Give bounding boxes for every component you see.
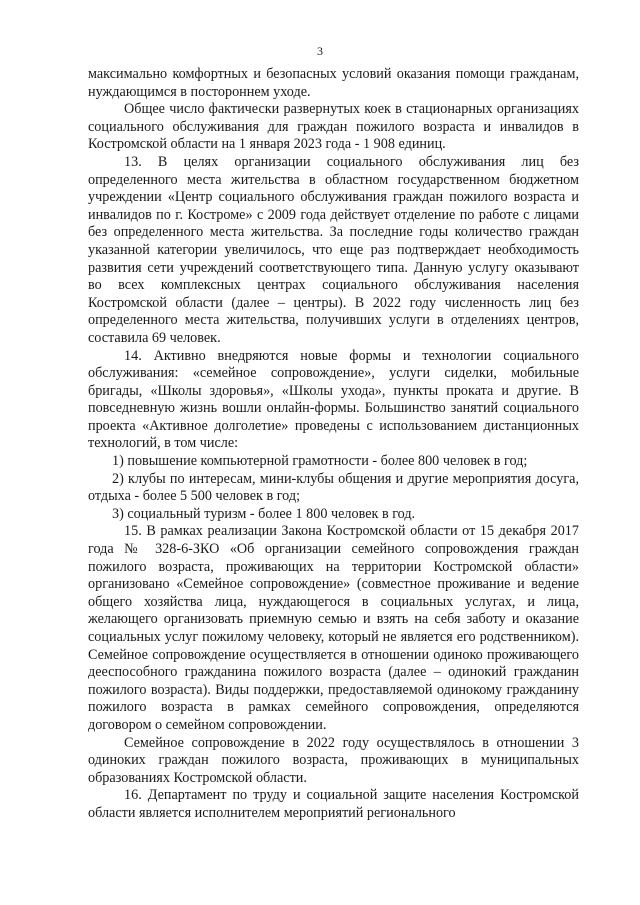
paragraph-14-new-technologies: 14. Активно внедряются новые формы и технологии социального обслуживания: «семейное сопровождение», услуги сиделки, мобильные бригады, «Школы здоровья», «Школы ухода», пункты проката и другие. В повседневную жизнь вошли онлайн-формы. Большинство занятий социального проекта «Активное долголетие» проведены с использованием дистанционных технологий, в том числе: (88, 347, 579, 452)
paragraph-16-department: 16. Департамент по труду и социальной защите населения Костромской области является исполнителем мероприятий регионального (88, 787, 579, 821)
paragraph-beds-count: Общее число фактически развернутых коек в стационарных организациях социального обслуживания для граждан пожилого возраста и инвалидов в Костромской области на 1 января 2023 года - 1 908 единиц. (88, 101, 579, 153)
page-number: 3 (317, 44, 323, 58)
document-body (88, 66, 579, 823)
paragraph-continuation: максимально комфортных и безопасных условий оказания помощи гражданам, нуждающимся в постороннем уходе. (88, 66, 579, 100)
list-item-social-tourism: 3) социальный туризм - более 1 800 человек в год. (112, 505, 416, 522)
paragraph-family-support-2022: Семейное сопровождение в 2022 году осуществлялось в отношении 3 одиноких граждан пожилого возраста, проживающих в муниципальных образованиях Костромской области. (88, 734, 579, 786)
list-item-computer-literacy: 1) повышение компьютерной грамотности - более 800 человек в год; (112, 453, 528, 470)
paragraph-13-homeless-service: 13. В целях организации социального обслуживания лиц без определенного места жительства в областном государственном бюджетном учреждении «Центр социального обслуживания граждан пожилого возраста и инвалидов по г. Костроме» с 2009 года действует отделение по работе с лицами без определенного места жительства. За последние годы количество граждан указанной категории увеличилось, что еще раз подтверждает необходимость развития сети учреждений соответствующего типа. Данную услугу оказывают во всех комплексных центрах социального обслуживания населения Костромской области (далее – центры). В 2022 году численность лиц без определенного места жительства, получивших услуги в отделениях центров, составила 69 человек. (88, 153, 579, 346)
list-item-clubs: 2) клубы по интересам, мини-клубы общения и другие мероприятия досуга, отдыха - более 5 500 человек в год; (88, 470, 579, 505)
paragraph-15-family-support: 15. В рамках реализации Закона Костромской области от 15 декабря 2017 года № 328-6-ЗКО «Об организации семейного сопровождения граждан пожилого возраста, проживающих на территории Костромской области» организовано «Семейное сопровождение» (совместное проживание и ведение общего хозяйства лица, нуждающегося в социальных услугах, и лица, желающего организовать приемную семью и взять на себя заботу и оказание социальных услуг пожилому человеку, который не является его родственником). Семейное сопровождение осуществляется в отношении одиноко проживающего дееспособного гражданина пожилого возраста (далее – одинокий гражданин пожилого возраста). Виды поддержки, предоставляемой одинокому гражданину пожилого возраста в рамках семейного сопровождения, определяются договором о семейном сопровождении. (88, 523, 579, 733)
